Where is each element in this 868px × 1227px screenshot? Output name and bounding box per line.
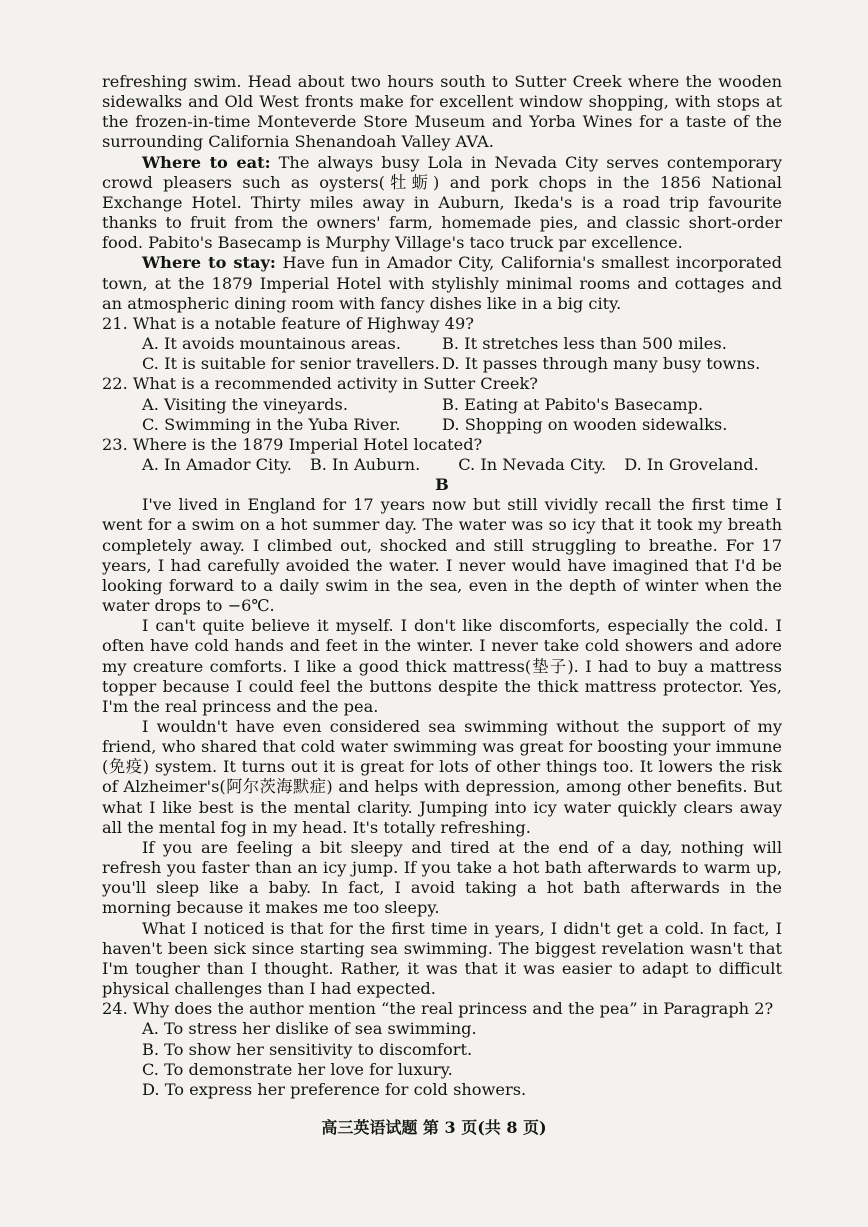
q22-option-d[interactable]: D. Shopping on wooden sidewalks. (442, 414, 728, 434)
question-23: 23. Where is the 1879 Imperial Hotel located? (102, 434, 483, 454)
where-to-eat-text: The always busy Lola in Nevada City serves contemporary crowd pleasers such as oysters(牡蛎) and pork chops in the 1856 National Exchange Hotel. Thirty miles away in Auburn, Ikeda's is a road trip favourite thanks to fruit from the owners' farm, homemade pies, and classic short-order food. Pabito's Basecamp is Murphy Village's taco truck par excellence. (102, 152, 782, 253)
q22-option-a[interactable]: A. Visiting the vineyards. (142, 394, 348, 414)
where-to-stay-label: Where to stay: (142, 253, 276, 273)
q22-options-row2 (102, 415, 782, 435)
passage-b-paragraph-1: I've lived in England for 17 years now but still vividly recall the first time I went for a swim on a hot summer day. The water was so icy that it took my breath completely away. I climbed out, shocked and still struggling to breathe. For 17 years, I had carefully avoided the water. I never would have imagined that I'd be looking forward to a daily swim in the sea, even in the depth of winter when the water drops to −6℃. (102, 495, 782, 616)
passage-b-paragraph-2: I can't quite believe it myself. I don't like discomforts, especially the cold. I often have cold hands and feet in the winter. I never take cold showers and adore my creature comforts. I like a good thick mattress(垫子). I had to buy a mattress topper because I could feel the buttons despite the thick mattress protector. Yes, I'm the real princess and the pea. (102, 616, 782, 716)
where-to-eat-paragraph (102, 153, 782, 254)
q21-option-b[interactable]: B. It stretches less than 500 miles. (442, 334, 727, 354)
q23-option-c[interactable]: C. In Nevada City. (458, 454, 607, 474)
q22-option-b[interactable]: B. Eating at Pabito's Basecamp. (442, 394, 704, 414)
q24-option-b[interactable]: B. To show her sensitivity to discomfort. (142, 1039, 473, 1059)
q21-option-a[interactable]: A. It avoids mountainous areas. (142, 334, 401, 354)
q22-option-c[interactable]: C. Swimming in the Yuba River. (142, 414, 401, 434)
q23-option-a[interactable]: A. In Amador City. (142, 454, 292, 474)
where-to-stay-paragraph (102, 253, 782, 313)
page-footer: 高三英语试题 第 3 页(共 8 页) (321, 1118, 547, 1137)
q24-option-c[interactable]: C. To demonstrate her love for luxury. (142, 1059, 453, 1079)
q22-options-row1 (102, 395, 782, 415)
where-to-stay-text: Have fun in Amador City, California's smallest incorporated town, at the 1879 Imperial Hotel with stylishly minimal rooms and cottages and an atmospheric dining room with fancy dishes like in a big city. (102, 253, 782, 313)
q21-options-row1 (102, 334, 782, 354)
q23-options (102, 455, 782, 475)
question-24: 24. Why does the author mention “the real princess and the pea” in Paragraph 2? (102, 999, 774, 1019)
q23-option-d[interactable]: D. In Groveland. (624, 454, 759, 474)
page-content (102, 72, 782, 1100)
passage-b-paragraph-5: What I noticed is that for the first time in years, I didn't get a cold. In fact, I haven't been sick since starting sea swimming. The biggest revelation wasn't that I'm tougher than I thought. Rather, it was that it was easier to adapt to difficult physical challenges than I had expected. (102, 918, 782, 999)
q21-options-row2 (102, 354, 782, 374)
where-to-eat-label: Where to eat: (142, 152, 271, 172)
question-21: 21. What is a notable feature of Highway 49? (102, 313, 474, 333)
passage-a-paragraph: refreshing swim. Head about two hours south to Sutter Creek where the wooden sidewalks and Old West fronts make for excellent window shopping, with stops at the frozen-in-time Monteverde Store Museum and Yorba Wines for a taste of the surrounding California Shenandoah Valley AVA. (102, 72, 782, 152)
passage-b-paragraph-3: I wouldn't have even considered sea swimming without the support of my friend, who shared that cold water swimming was great for boosting your immune (免疫) system. It turns out it is great for lots of other things too. It lowers the risk of Alzheimer's(阿尔茨海默症) and helps with depression, among other benefits. But what I like best is the mental clarity. Jumping into icy water quickly clears away all the mental fog in my head. It's totally refreshing. (102, 717, 782, 837)
q23-option-b[interactable]: B. In Auburn. (309, 454, 421, 474)
q24-option-d[interactable]: D. To express her preference for cold showers. (142, 1079, 527, 1099)
section-b-heading: B (435, 475, 449, 495)
passage-b-paragraph-4: If you are feeling a bit sleepy and tired at the end of a day, nothing will refresh you faster than an icy jump. If you take a hot bath afterwards to warm up, you'll sleep like a baby. In fact, I avoid taking a hot bath afterwards in the morning because it makes me too sleepy. (102, 837, 782, 918)
q21-option-c[interactable]: C. It is suitable for senior travellers. (142, 354, 440, 374)
q24-option-a[interactable]: A. To stress her dislike of sea swimming. (142, 1019, 477, 1039)
question-22: 22. What is a recommended activity in Sutter Creek? (102, 374, 538, 394)
q21-option-d[interactable]: D. It passes through many busy towns. (442, 354, 761, 374)
